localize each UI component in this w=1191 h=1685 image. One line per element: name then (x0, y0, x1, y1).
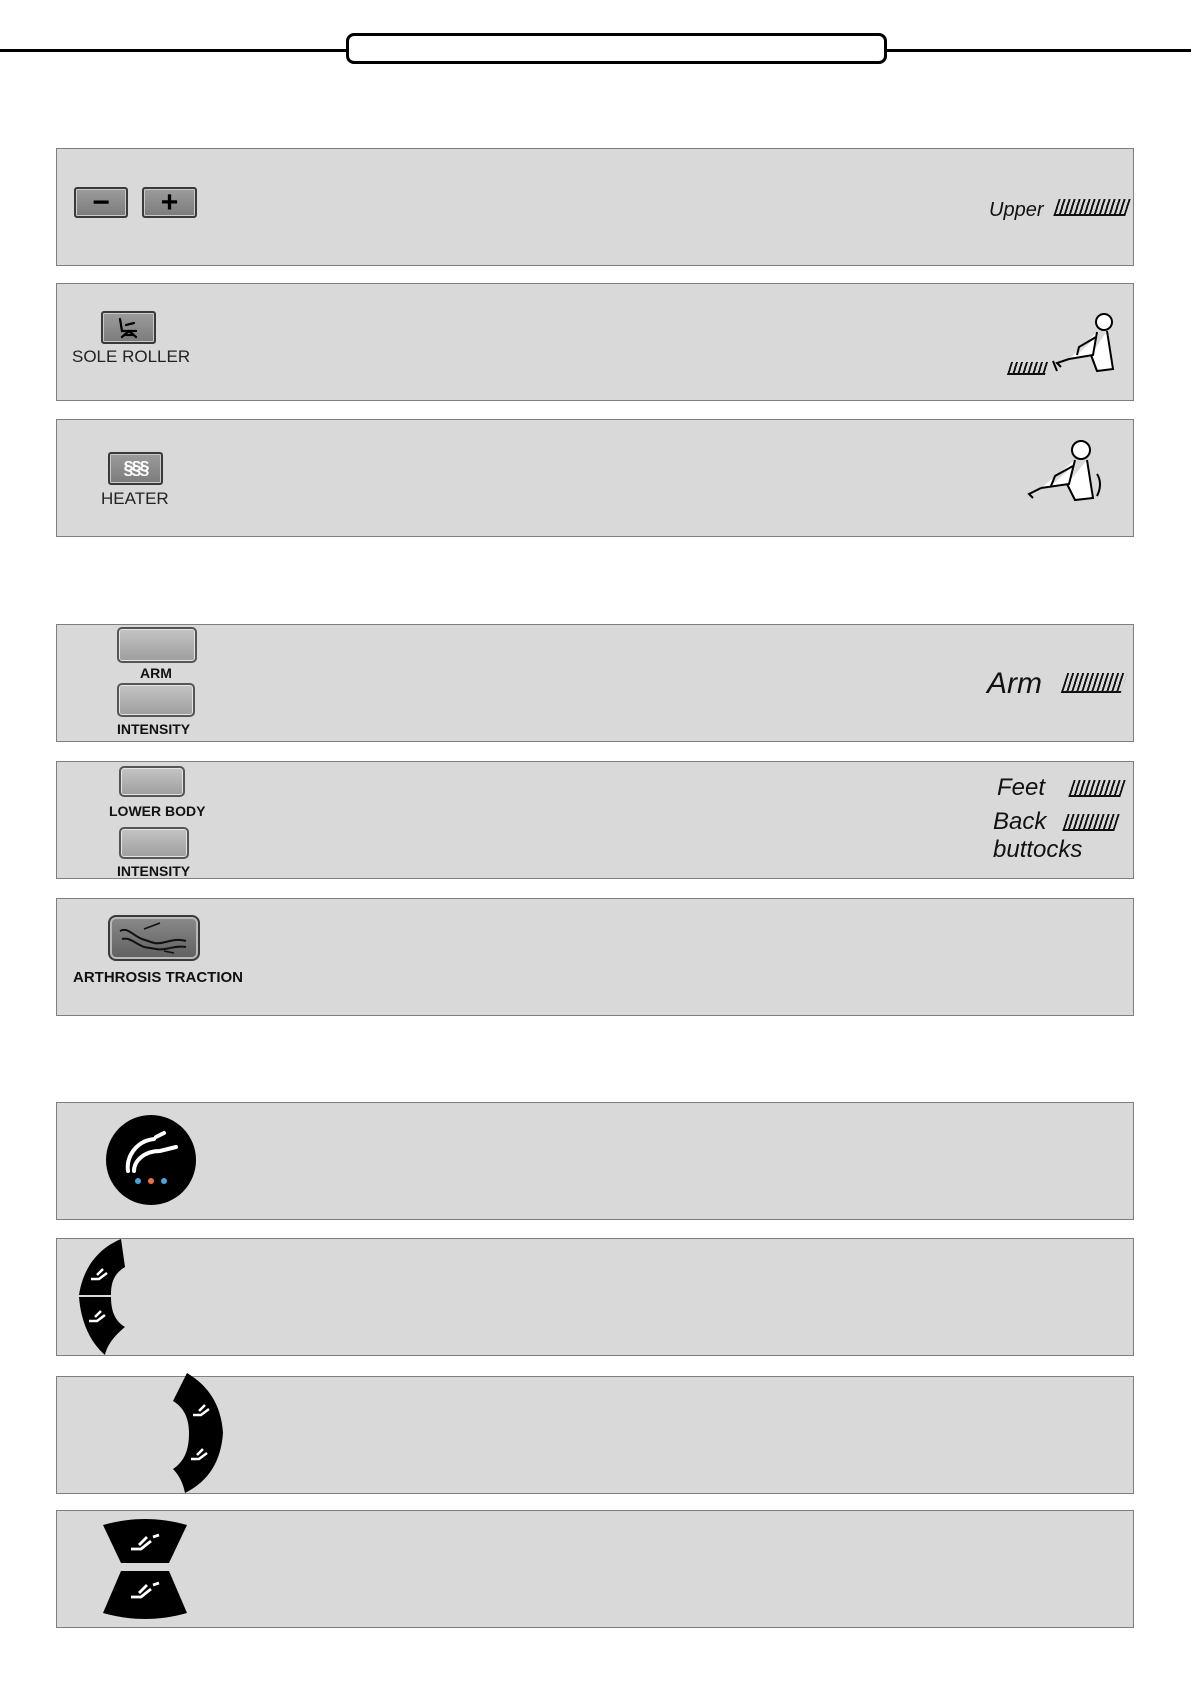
heater-button[interactable] (108, 452, 163, 485)
heated-person-icon (1023, 438, 1105, 508)
lower-body-intensity-button[interactable] (119, 827, 189, 859)
sole-roller-label: SOLE ROLLER (72, 347, 191, 366)
panel-heater (56, 419, 1134, 537)
sole-roller-bars (1007, 362, 1049, 375)
panel-lower-body (56, 761, 1134, 879)
arm-label: ARM (140, 665, 172, 681)
arthrosis-traction-button[interactable] (108, 915, 200, 961)
backrest-forward-button[interactable] (101, 1517, 189, 1565)
recline-down-button[interactable] (77, 1297, 127, 1355)
heat-waves-icon: §§§ (123, 458, 148, 478)
feet-display-label: Feet (997, 774, 1046, 801)
panel-recline-bottom (56, 1510, 1134, 1628)
seat-icon (112, 315, 146, 341)
arm-button[interactable] (117, 627, 197, 663)
arm-display-label: Arm (987, 667, 1042, 700)
leg-traction-icon (114, 919, 194, 957)
backrest-back-button[interactable] (101, 1571, 189, 1621)
leg-down-button[interactable] (171, 1433, 225, 1495)
arm-intensity-label: INTENSITY (117, 721, 191, 737)
lower-body-intensity-label: INTENSITY (117, 863, 191, 879)
title-tab (346, 33, 887, 64)
panel-arthrosis (56, 898, 1134, 1016)
leg-up-button[interactable] (171, 1373, 225, 1435)
feet-intensity-bars (1068, 780, 1126, 797)
panel-arm (56, 624, 1134, 742)
sole-roller-button[interactable] (101, 311, 156, 344)
arm-intensity-bars (1061, 673, 1127, 693)
buttocks-display-label: buttocks (993, 836, 1083, 863)
heater-label: HEATER (101, 489, 169, 508)
header-rule-left (0, 49, 346, 52)
back-intensity-bars (1062, 814, 1120, 831)
back-display-label: Back (993, 808, 1047, 835)
panel-recline-round (56, 1102, 1134, 1220)
seated-person-icon (1047, 311, 1119, 381)
upper-display-label: Upper (989, 199, 1044, 221)
arthrosis-traction-label: ARTHROSIS TRACTION (73, 969, 243, 986)
panel-sole-roller (56, 283, 1134, 401)
minus-button[interactable] (74, 187, 128, 218)
recline-up-button[interactable] (77, 1239, 127, 1297)
upper-intensity-bars (1053, 199, 1131, 216)
lower-body-button[interactable] (119, 766, 185, 797)
arm-intensity-button[interactable] (117, 683, 195, 717)
minus-icon: − (92, 185, 110, 219)
panel-upper (56, 148, 1134, 266)
header-rule-right (887, 49, 1191, 52)
plus-button[interactable] (142, 187, 197, 218)
round-recline-button[interactable] (104, 1113, 198, 1207)
panel-recline-right (56, 1376, 1134, 1494)
lower-body-label: LOWER BODY (109, 803, 206, 819)
panel-recline-left (56, 1238, 1134, 1356)
plus-icon: + (160, 185, 179, 219)
